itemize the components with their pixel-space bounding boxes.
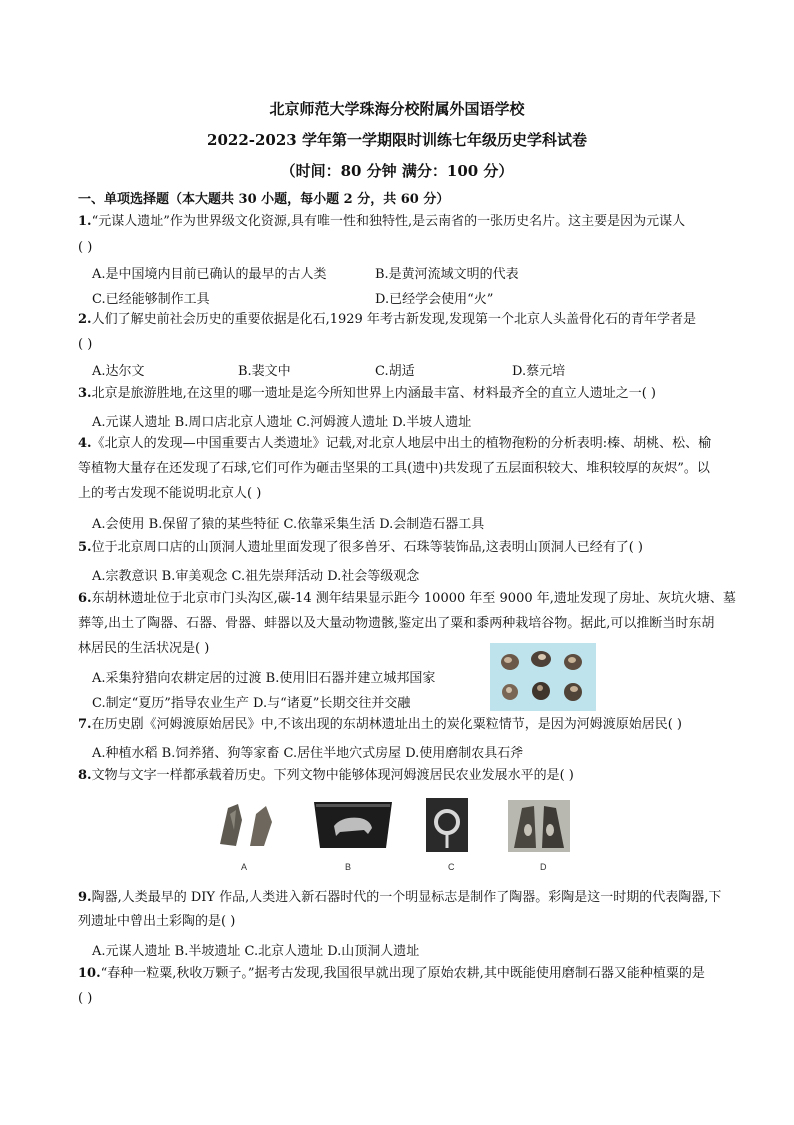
- q5-options: A.宗教意识 B.审美观念 C.祖先崇拜活动 D.社会等级观念: [92, 569, 420, 584]
- question-9: 9.陶器,人类最早的 DIY 作品,人类进入新石器时代的一个明显标志是制作了陶器。彩陶是这一时期的代表陶器,下: [78, 890, 722, 905]
- question-6-line3: 林居民的生活状况是( ): [78, 641, 210, 656]
- question-5: 5.位于北京周口店的山顶洞人遗址里面发现了很多兽牙、石珠等装饰品,这表明山顶洞人已经有了( ): [78, 540, 643, 555]
- q4-options: A.会使用 B.保留了猿的某些特征 C.依靠采集生活 D.会制造石器工具: [92, 517, 485, 532]
- answer-paren: ( ): [78, 991, 93, 1006]
- q1-option-c: C.已经能够制作工具: [92, 292, 210, 307]
- q2-option-a: A.达尔文: [92, 364, 145, 379]
- caption-c: C: [448, 862, 455, 872]
- exam-title: 2022-2023 学年第一学期限时训练七年级历史学科试卷: [207, 131, 587, 149]
- q7-options: A.种植水稻 B.饲养猪、狗等家畜 C.居住半地穴式房屋 D.使用磨制农具石斧: [92, 746, 524, 761]
- artifact-d-bone-tools: [508, 800, 570, 852]
- caption-a: A: [241, 862, 248, 872]
- question-9-line2: 列遗址中曾出土彩陶的是( ): [78, 914, 236, 929]
- question-8: 8.文物与文字一样都承载着历史。下列文物中能够体现河姆渡居民农业发展水平的是( ): [78, 768, 574, 783]
- question-3: 3.北京是旅游胜地,在这里的哪一遗址是迄今所知世界上内涵最丰富、材料最齐全的直立人遗址之一( ): [78, 386, 656, 401]
- exam-info: （时间：80 分钟 满分：100 分）: [280, 162, 514, 180]
- q1-option-d: D.已经学会使用“火”: [375, 292, 494, 307]
- artifact-b-pottery: [312, 800, 394, 852]
- question-4-line2: 等植物大量存在还发现了石球,它们可作为砸击坚果的工具(遗中)共发现了五层面积较大、堆积较厚的灰烬”。以: [78, 461, 710, 476]
- question-10: 10.“春种一粒粟,秋收万颗子。”据考古发现,我国很早就出现了原始农耕,其中既能使用磨制石器又能种植粟的是: [78, 966, 705, 981]
- question-6: 6.东胡林遗址位于北京市门头沟区,碳-14 测年结果显示距今 10000 年至 9000 年,遗址发现了房址、灰坑火塘、墓: [78, 591, 736, 606]
- answer-paren: ( ): [78, 240, 93, 255]
- q1-option-a: A.是中国境内目前已确认的最早的古人类: [92, 267, 327, 282]
- q2-option-d: D.蔡元培: [512, 364, 566, 379]
- q2-option-c: C.胡适: [375, 364, 415, 379]
- q2-option-b: B.裴文中: [238, 364, 291, 379]
- question-4-line3: 上的考古发现不能说明北京人( ): [78, 486, 262, 501]
- section-heading: 一、单项选择题（本大题共 30 小题，每小题 2 分，共 60 分）: [78, 192, 450, 207]
- q1-option-b: B.是黄河流域文明的代表: [375, 267, 519, 282]
- question-4: 4.《北京人的发现—中国重要古人类遗址》记载,对北京人地层中出土的植物孢粉的分析表明:榛、胡桃、松、榆: [78, 436, 712, 451]
- artifact-c-jade-ring: [426, 798, 468, 852]
- school-title: 北京师范大学珠海分校附属外国语学校: [269, 100, 525, 118]
- artifact-a-stone-tools: [214, 800, 280, 850]
- q6-option-cd: C.制定“夏历”指导农业生产 D.与“诸夏”长期交往并交融: [92, 696, 411, 711]
- answer-paren: ( ): [78, 337, 93, 352]
- question-6-line2: 葬等,出土了陶器、石器、骨器、蚌器以及大量动物遗骸,鉴定出了粟和黍两种栽培谷物。据此,可以推断当时东胡: [78, 616, 715, 631]
- q3-options: A.元谋人遗址 B.周口店北京人遗址 C.河姆渡人遗址 D.半坡人遗址: [92, 415, 472, 430]
- caption-d: D: [540, 862, 547, 872]
- question-1: 1.“元谋人遗址”作为世界级文化资源,具有唯一性和独特性,是云南省的一张历史名片。这主要是因为元谋人: [78, 214, 686, 229]
- caption-b: B: [345, 862, 352, 872]
- q9-options: A.元谋人遗址 B.半坡遗址 C.北京人遗址 D.山顶洞人遗址: [92, 944, 420, 959]
- question-7: 7.在历史剧《河姆渡原始居民》中,不该出现的东胡林遗址出土的炭化粟粒情节，是因为河姆渡原始居民( ): [78, 717, 682, 732]
- q6-option-ab: A.采集狩猎向农耕定居的过渡 B.使用旧石器并建立城邦国家: [92, 671, 436, 686]
- grain-photo: [490, 643, 596, 711]
- question-2: 2.人们了解史前社会历史的重要依据是化石,1929 年考古新发现,发现第一个北京人头盖骨化石的青年学者是: [78, 312, 697, 327]
